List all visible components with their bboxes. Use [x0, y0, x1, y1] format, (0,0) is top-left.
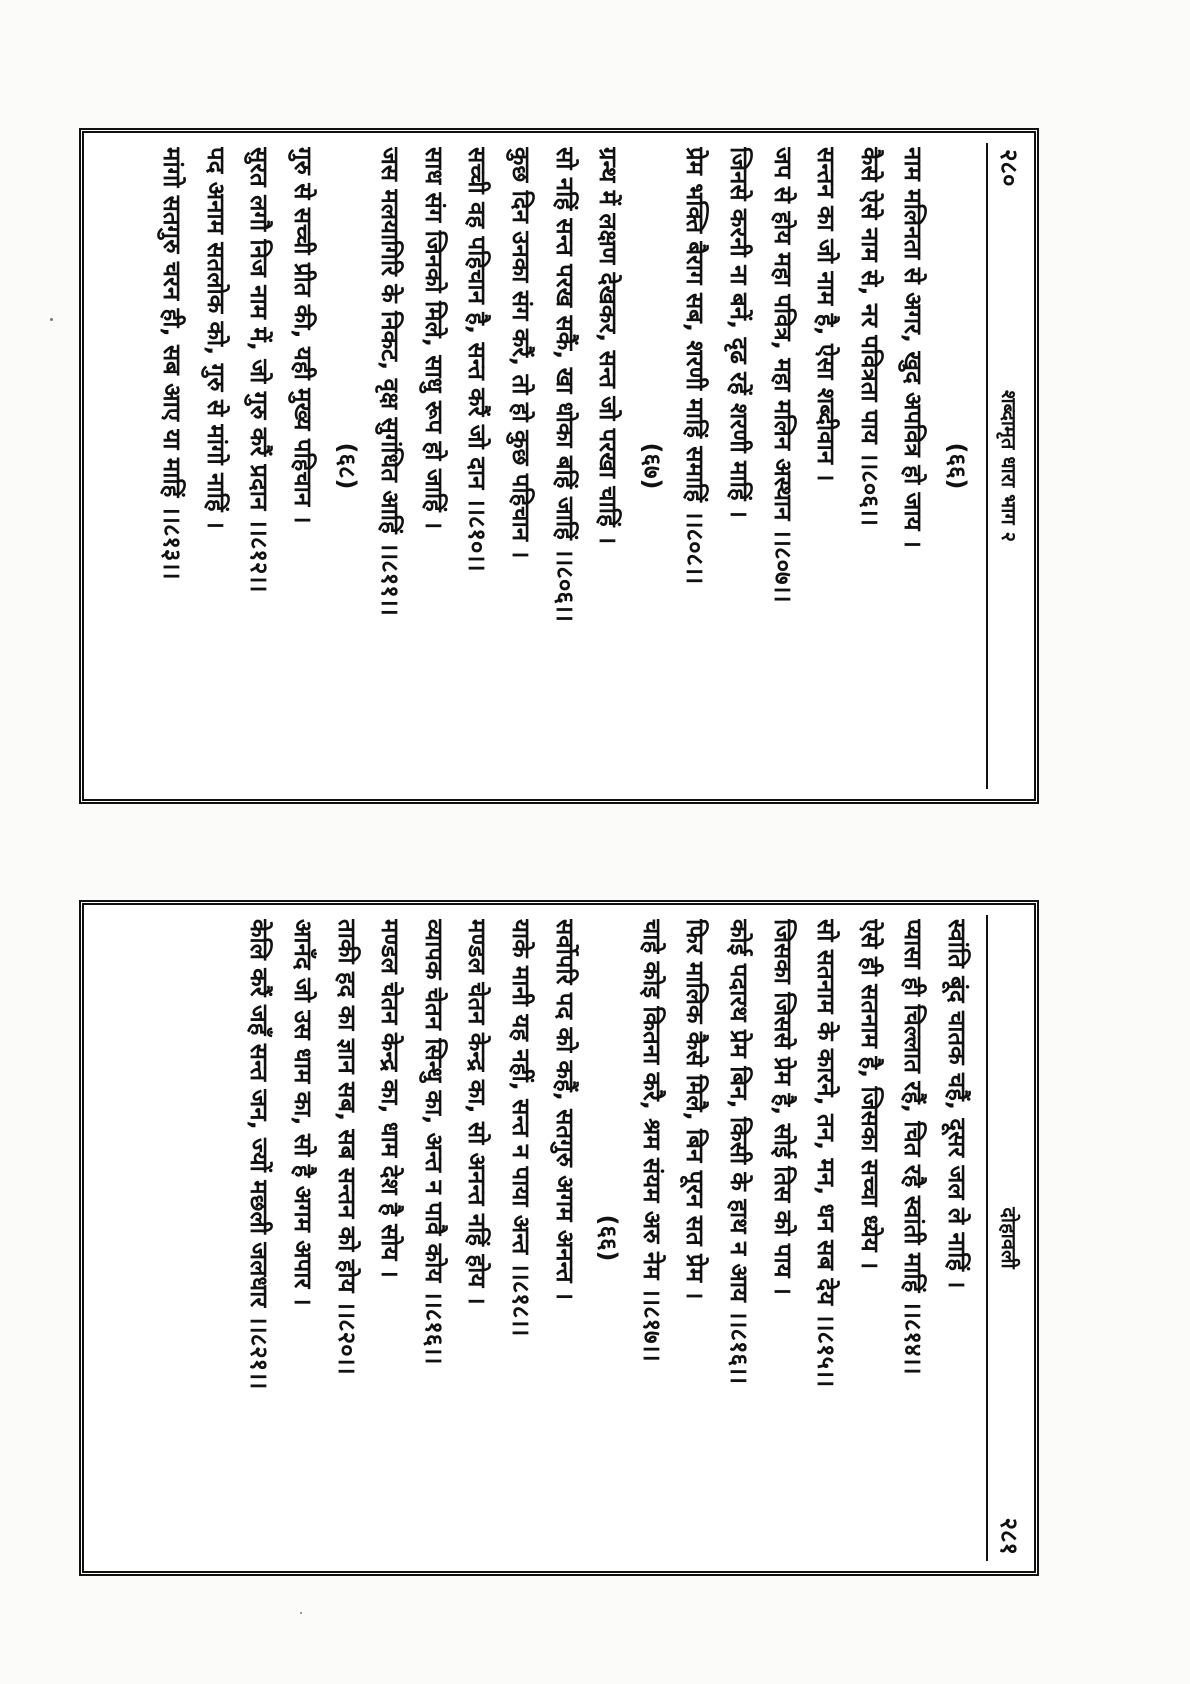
- verse-line: मांगो सतगुरु चरन ही, सब आए या माहिं ।।८१३।।: [158, 147, 187, 580]
- section-number: (६७): [637, 442, 666, 490]
- verse-line: सो नहिं सन्त परख सकैं, खा धोका बहिं जाहिं ।।८०६।।: [550, 147, 579, 623]
- verse-line: साध संग जिनको मिले, साधु रूप हो जाहिं ।: [419, 147, 448, 530]
- verse-list: [150, 143, 986, 789]
- page-right: [79, 900, 1039, 1576]
- verse-line: प्यासा ही चिल्लात रहैं, चित रहै स्वांती माहिं ।।८१४।।: [899, 919, 928, 1375]
- verse-line: मण्डल चेतन केन्द्र का, सो अनन्त नहिं होय ।: [463, 919, 492, 1305]
- scan-speck: [50, 318, 53, 321]
- verse-line: कुछ दिन उनका संग करैं, तो हो कुछ पहिचान ।: [507, 147, 536, 559]
- verse-line: सच्ची वह पहिचान है, सन्त करैं जो दान ।।८१०।।: [463, 147, 492, 572]
- page-header: [986, 143, 1026, 789]
- verse-line: जस मलयागिरि के निकट, वृक्ष सुगंधित आहिं ।।८११।।: [376, 147, 405, 616]
- verse-list: [237, 915, 986, 1561]
- verse-line: प्रेम भक्ति बैराग सब, शरणी माहिं समाहिं ।।८०८।।: [681, 147, 710, 585]
- verse-line: स्वांति बूंद चातक चहैं, दूसर जल ले नाहिं ।: [943, 919, 971, 1289]
- verse-line: जिनसे करनी ना बनें, दृढ रहें शरणी माहिं ।: [725, 147, 754, 519]
- verse-line: फिर मालिक कैसे मिलै, बिन पूरन सत प्रेम ।: [681, 919, 710, 1300]
- running-title: दोहावली: [997, 1207, 1022, 1269]
- verse-line: जिसका जिससे प्रेम है, सोई तिस को पाय ।: [768, 919, 797, 1295]
- verse-line: आनँद जो उस धाम का, सो है अगम अपार ।: [289, 919, 318, 1306]
- verse-line: याके मानी यह नहीं, सन्त न पाया अन्त ।।८१८।।: [507, 919, 536, 1337]
- section-number: (६६): [943, 442, 971, 490]
- verse-line: सर्वोपरि पद को कहैं, सतगुरु अगम अनन्त ।: [550, 919, 579, 1301]
- verse-line: सो सतनाम के कारने, तन, मन, धन सब देय ।।८१५।।: [812, 919, 841, 1388]
- verse-line: कैसे ऐसे नाम से, नर पवित्रता पाय ।।८०६।।: [855, 147, 884, 526]
- verse-line: सुरत लगौ निज नाम में, जो गुरु करैं प्रदान ।।८१२।।: [245, 147, 274, 593]
- scan-speck: [300, 1612, 302, 1614]
- verse-line: व्यापक चेतन सिन्धु का, अन्त न पावै कोय ।।८१६।।: [419, 919, 448, 1365]
- verse-line: चाहे कोइ कितना करै, श्रम संयम अरु नेम ।।८१७।।: [637, 919, 666, 1362]
- page-left: [79, 128, 1039, 804]
- verse-line: जप से होय महा पवित्र, महा मलिन अस्थान ।।८०७।।: [768, 147, 797, 603]
- verse-line: नाम मलिनता से अगर, खुद अपवित्र हो जाय ।: [899, 147, 928, 548]
- verse-line: सन्तन का जो नाम है, ऐसा शब्दीवान ।: [812, 147, 841, 482]
- verse-line: ग्रन्थ में लक्षण देखकर, सन्त जो परखा चाहिं ।: [594, 147, 623, 545]
- verse-line: कोई पदारथ प्रेम बिन, किसी के हाथ न आय ।।८१६।।: [725, 919, 754, 1385]
- page-header: [986, 915, 1026, 1561]
- page-number: २८०: [995, 149, 1024, 187]
- page-number: २८१: [995, 1517, 1024, 1555]
- running-title: शब्दामृत धारा भाग २: [997, 389, 1022, 543]
- verse-line: केलि करैं जहँ सन्त जन, ज्यों मछली जलधार ।।८२१।।: [245, 919, 274, 1390]
- verse-line: पद अनाम सतलोक को, गुरु से मांगो नाहिं ।: [201, 147, 230, 530]
- verse-line: गुरु से सच्ची प्रीत की, यही मुख्य पहिचान ।: [289, 147, 318, 524]
- section-number: (६८): [332, 442, 361, 490]
- verse-line: ऐसे ही सतनाम है, जिसका सच्चा ध्येय ।: [855, 919, 884, 1270]
- section-number: (६६): [594, 1214, 623, 1262]
- verse-line: ताकी हद का ज्ञान सब, सब सन्तन को होय ।।८२०।।: [332, 919, 361, 1375]
- verse-line: मण्डल चेतन केन्द्र का, धाम देश है सोय ।: [376, 919, 405, 1278]
